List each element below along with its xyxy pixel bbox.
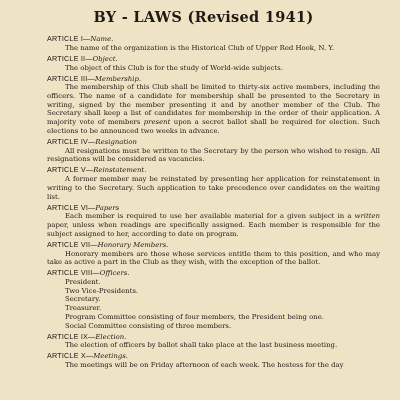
article-8 — [47, 269, 380, 330]
article-text: The name of the organization is the Historical Club of Upper Red Hook, N. Y. — [65, 43, 335, 52]
article-9 — [47, 333, 380, 350]
article-2 — [47, 55, 380, 72]
article-text: The meetings will be on Friday afternoon of each week. The hostess for the day — [65, 361, 344, 370]
list-item: Treasurer. — [65, 304, 102, 313]
article-7 — [47, 241, 380, 267]
officers-list — [65, 278, 380, 330]
article-heading: ARTICLE VI—Papers — [47, 202, 120, 212]
article-text: The object of this Club is for the study of World-wide subjects. — [65, 63, 283, 72]
article-1 — [47, 35, 380, 52]
list-item: Social Committee consisting of three members. — [65, 321, 232, 330]
article-3 — [47, 75, 380, 136]
page-title: BY - LAWS (Revised 1941) — [93, 9, 314, 26]
article-heading: ARTICLE I—Name. — [47, 34, 114, 43]
article-heading: ARTICLE IV—Resignation — [47, 136, 137, 146]
article-text: The election of officers by ballot shall take place at the last business meeting. — [65, 341, 338, 350]
list-item: President. — [65, 278, 101, 287]
article-5 — [47, 166, 380, 201]
list-item: Program Committee consisting of four members, the President being one. — [65, 312, 324, 321]
article-text: Honorary members are those whose services entitle them to this position, and who may take as active a part in the Club as they wish, with the exception of the ballot. — [47, 249, 380, 267]
article-heading: ARTICLE III—Membership. — [47, 73, 142, 83]
article-heading: ARTICLE V—Reinstatement. — [47, 165, 147, 175]
article-heading: ARTICLE X—Meetings. — [47, 351, 128, 361]
article-6 — [47, 204, 380, 239]
article-text: The membership of this Club shall be limited to thirty-six active members, including the officers. The name of a candidate for membership shall be presented to the Secretary in writing, signed by the member presenting it and by another member of the Club. The Secretary shall keep a list of candidates for membership in the order of their application. A majority vote of members present upon a secret ballot shall be required for election. Such elections to be announced two weeks in advance. — [47, 83, 380, 135]
article-text: All resignations must be written to the Secretary by the person who wished to resign. All resignations will be considered as vacancies. — [47, 146, 380, 164]
article-text: A former member may be reinstated by presenting her application for reinstatement in writing to the Secretary. Such application to take precedence over candidates on the waiting list. — [47, 175, 380, 201]
article-heading: ARTICLE VIII—Officers. — [47, 268, 130, 278]
article-text: Each member is required to use her available material for a given subject in a written paper, unless when readings are specifically assigned. Each member is responsible for the subject assigned to her, according to date on program. — [47, 212, 380, 238]
article-4 — [47, 138, 380, 164]
list-item: Secretary. — [65, 295, 101, 304]
article-10 — [47, 352, 380, 369]
article-heading: ARTICLE IX—Election. — [47, 331, 127, 341]
article-heading: ARTICLE VII—Honorary Members. — [47, 239, 169, 249]
list-item: Two Vice-Presidents. — [65, 286, 139, 295]
article-heading: ARTICLE II—Object. — [47, 53, 118, 63]
